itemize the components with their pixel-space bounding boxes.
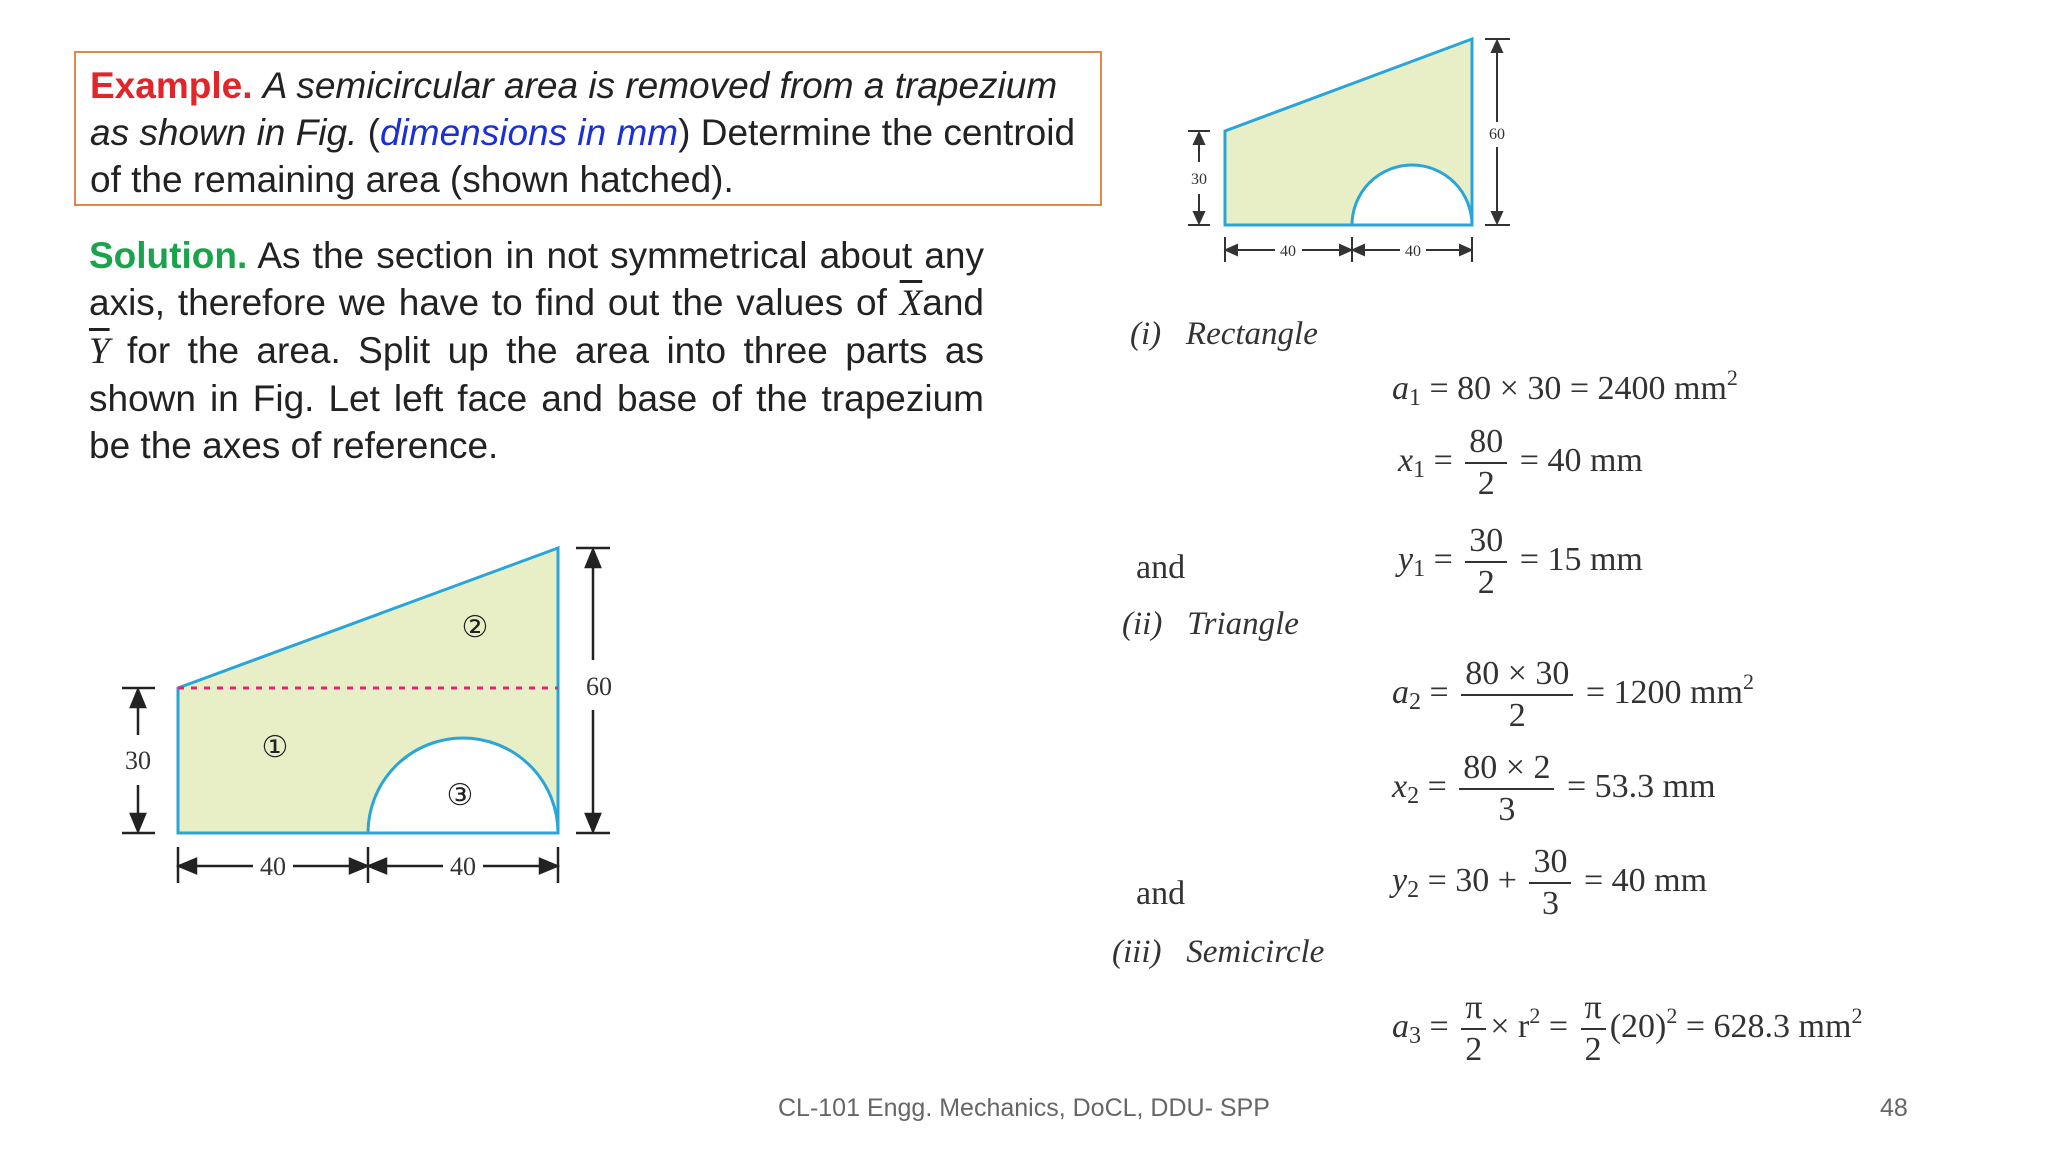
- y-bar: $\overline{Y}$: [89, 331, 110, 372]
- solution-text-1: As the section in not symmetrical about any axis, therefore we have to find out the values of: [89, 235, 984, 323]
- eq-y1: $y_1$ = $\frac{30}{2}$ = 15 mm: [1398, 522, 1643, 601]
- part-3-label: ③: [446, 778, 474, 813]
- dim-right-small-label: 60: [1489, 126, 1505, 143]
- and-word: and: [922, 282, 984, 323]
- page-number: 48: [1880, 1094, 1908, 1122]
- part-2-label: ②: [461, 610, 489, 645]
- eq-a3: $a_3$ = $\frac{\pi}{2}$ × $r^2$ = $\frac{\pi}{2}$ $(20)^2 = 628.3$ $mm^2$: [1392, 989, 1863, 1068]
- example-text-1: A semicircular area is removed from a trapezium as shown in Fig.: [90, 65, 1058, 153]
- eq-y2: $y_2 = 30$ + $\frac{30}{3}$ = 40 mm: [1392, 843, 1708, 922]
- heading-rectangle: (i) Rectangle: [1130, 316, 1318, 352]
- dim-bottom-large-2: 40: [450, 852, 476, 881]
- dim-bottom-small: [1225, 237, 1472, 262]
- dim-left-large-label: 30: [125, 746, 151, 775]
- heading-semicircle: (iii) Semicircle: [1112, 934, 1325, 970]
- eq-a2: $a_2$ = $\frac{80 \times 30}{2}$ = 1200 $mm^2$: [1392, 655, 1754, 734]
- figure-large: [110, 535, 630, 890]
- part-1-label: ①: [261, 730, 289, 765]
- and-1: and: [1136, 549, 1186, 586]
- dim-bottom-large-1: 40: [260, 852, 286, 881]
- example-text-2: Determine the centroid of the remaining area (shown hatched).: [90, 112, 1076, 200]
- dim-bottom-small-1: 40: [1280, 243, 1296, 260]
- example-box: [74, 51, 1102, 206]
- paren-close: ): [678, 112, 691, 153]
- eq-x2: $x_2$ = $\frac{80 \times 2}{3}$ = 53.3 mm: [1392, 749, 1716, 828]
- heading-triangle: (ii) Triangle: [1122, 606, 1299, 642]
- solution-label: Solution.: [89, 235, 248, 276]
- footer-course: CL-101 Engg. Mechanics, DoCL, DDU- SPP: [778, 1094, 1270, 1122]
- eq-a1: $a_1 = 80 \times 30 = 2400$ $mm^2$: [1392, 365, 1738, 411]
- dim-left-small-label: 30: [1191, 171, 1207, 188]
- solution-paragraph: [89, 232, 984, 469]
- solution-text-2: for the area. Split up the area into three parts as shown in Fig. Let left face and base of the trapezium be the axes of reference.: [89, 330, 984, 466]
- example-label: Example.: [90, 65, 253, 106]
- paren-open: (: [367, 112, 380, 153]
- units-note: dimensions in mm: [379, 112, 679, 153]
- dim-right-large-label: 60: [586, 672, 612, 701]
- figure-small: [1160, 22, 1540, 282]
- dim-bottom-small-2: 40: [1405, 243, 1421, 260]
- x-bar: $\overline{X}$: [899, 283, 923, 324]
- eq-x1: $x_1$ = $\frac{80}{2}$ = 40 mm: [1398, 423, 1643, 502]
- and-2: and: [1136, 875, 1186, 912]
- dim-bottom-large: [178, 847, 558, 883]
